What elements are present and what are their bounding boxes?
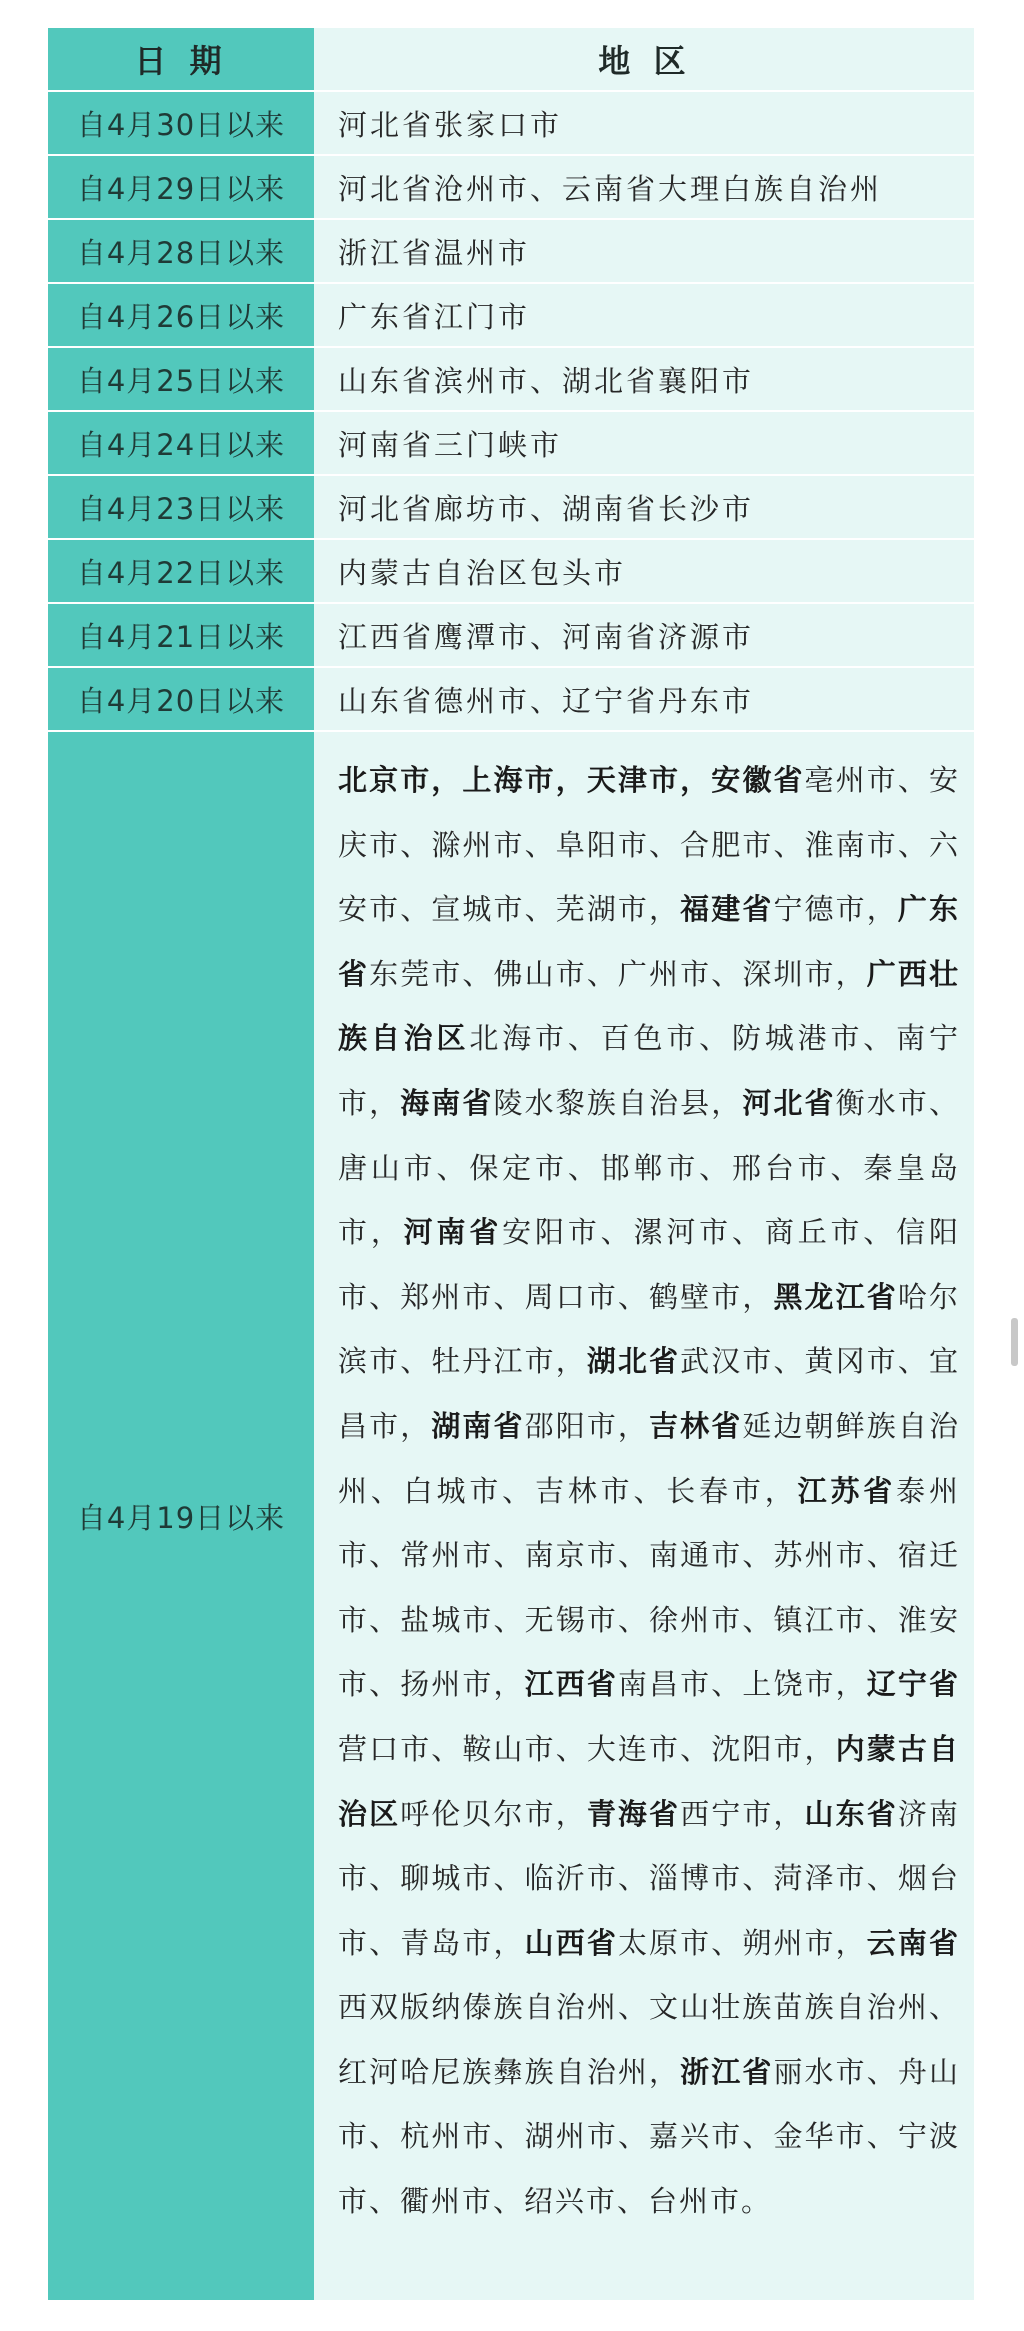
province-name: 河南省 — [403, 1215, 503, 1250]
province-name: 广西壮族自治区 — [338, 956, 960, 1056]
table-row — [48, 476, 974, 538]
scrollbar-thumb[interactable] — [1011, 1318, 1018, 1366]
city-list: 衡水市、唐山市、保定市、邯郸市、邢台市、秦皇岛市， — [338, 1085, 960, 1250]
row-region: 广东省江门市 — [316, 284, 974, 346]
city-list: 南昌市、上饶市， — [617, 1667, 867, 1702]
city-list: 陵水黎族自治县， — [493, 1085, 743, 1120]
row-date: 自4月21日以来 — [48, 604, 314, 666]
province-name: 江西省 — [524, 1667, 618, 1702]
city-list: 营口市、鞍山市、大连市、沈阳市， — [338, 1731, 836, 1766]
row-region: 河北省张家口市 — [316, 92, 974, 154]
province-name: 辽宁省 — [866, 1667, 960, 1702]
province-name: 山西省 — [524, 1925, 618, 1960]
row-date: 自4月24日以来 — [48, 412, 314, 474]
city-list: 西宁市， — [680, 1796, 805, 1831]
row-region: 河南省三门峡市 — [316, 412, 974, 474]
city-list: 西双版纳傣族自治州、文山壮族苗族自治州、红河哈尼族彝族自治州， — [338, 1990, 960, 2089]
row-divider — [48, 218, 974, 220]
city-list: 泰州市、常州市、南京市、南通市、苏州市、宿迁市、盐城市、无锡市、徐州市、镇江市、淮安市、扬州市， — [338, 1473, 960, 1702]
city-list: 北海市、百色市、防城港市、南宁市， — [338, 1021, 960, 1120]
table-row — [48, 412, 974, 474]
table-row — [48, 540, 974, 602]
table-header — [48, 28, 974, 90]
row-date: 自4月28日以来 — [48, 220, 314, 282]
province-name: 黑龙江省 — [773, 1279, 898, 1314]
row-divider — [48, 730, 974, 732]
table-row — [48, 220, 974, 282]
row-date: 自4月30日以来 — [48, 92, 314, 154]
row-region: 浙江省温州市 — [316, 220, 974, 282]
city-list: 济南市、聊城市、临沂市、淄博市、菏泽市、烟台市、青岛市， — [338, 1796, 960, 1960]
province-name: 吉林省 — [649, 1408, 743, 1443]
province-name: 江苏省 — [797, 1473, 897, 1508]
province-name: 湖南省 — [431, 1408, 525, 1443]
table-row — [48, 284, 974, 346]
city-list: 安阳市、漯河市、商丘市、信阳市、郑州市、周口市、鹤壁市， — [338, 1215, 960, 1314]
province-name: 云南省 — [866, 1925, 960, 1960]
city-list: 延边朝鲜族自治州、白城市、吉林市、长春市， — [338, 1408, 960, 1508]
province-name: 安徽省 — [711, 763, 805, 797]
row-date: 自4月25日以来 — [48, 348, 314, 410]
row-date: 自4月26日以来 — [48, 284, 314, 346]
row-date: 自4月29日以来 — [48, 156, 314, 218]
row-divider — [48, 90, 974, 92]
city-list: 宁德市， — [773, 892, 898, 927]
row-region: 江西省鹰潭市、河南省济源市 — [316, 604, 974, 666]
province-name: 河北省 — [742, 1085, 836, 1120]
table-row — [48, 668, 974, 730]
row-divider — [48, 282, 974, 284]
city-list: 哈尔滨市、牡丹江市， — [338, 1279, 960, 1379]
row-divider — [48, 346, 974, 348]
province-name: 湖北省 — [586, 1344, 681, 1379]
row-region: 河北省沧州市、云南省大理白族自治州 — [316, 156, 974, 218]
table-row — [48, 92, 974, 154]
row-region: 河北省廊坊市、湖南省长沙市 — [316, 476, 974, 538]
city-list: 邵阳市， — [524, 1408, 650, 1443]
province-name: 山东省 — [804, 1796, 898, 1831]
row-divider — [48, 154, 974, 156]
row-region-list — [316, 732, 974, 2300]
table-row — [48, 156, 974, 218]
province-name: 青海省 — [586, 1796, 681, 1831]
header-region: 地 区 — [316, 28, 974, 90]
row-divider — [48, 410, 974, 412]
province-name: 内蒙古自治区 — [338, 1731, 960, 1831]
row-date: 自4月22日以来 — [48, 540, 314, 602]
province-name: 海南省 — [400, 1085, 494, 1120]
row-divider — [48, 538, 974, 540]
province-name: 浙江省 — [680, 2054, 774, 2089]
table-row-last — [48, 732, 974, 2300]
header-date: 日 期 — [48, 28, 314, 90]
province-name: 广东省 — [338, 892, 960, 991]
province-name: 福建省 — [680, 892, 774, 927]
row-region: 山东省滨州市、湖北省襄阳市 — [316, 348, 974, 410]
city-list: 东莞市、佛山市、广州市、深圳市， — [369, 956, 867, 991]
row-date: 自4月20日以来 — [48, 668, 314, 730]
row-region: 山东省德州市、辽宁省丹东市 — [316, 668, 974, 730]
row-region: 内蒙古自治区包头市 — [316, 540, 974, 602]
row-divider — [48, 602, 974, 604]
province-name: 北京市，上海市，天津市， — [338, 763, 712, 797]
region-table — [48, 28, 974, 2300]
row-date: 自4月19日以来 — [48, 732, 314, 2300]
row-divider — [48, 666, 974, 668]
table-row — [48, 348, 974, 410]
row-date: 自4月23日以来 — [48, 476, 314, 538]
table-row — [48, 604, 974, 666]
row-divider — [48, 474, 974, 476]
city-list: 丽水市、舟山市、杭州市、湖州市、嘉兴市、金华市、宁波市、衢州市、绍兴市、台州市。 — [338, 2054, 960, 2219]
city-list: 武汉市、黄冈市、宜昌市， — [338, 1344, 960, 1443]
city-list: 太原市、朔州市， — [617, 1925, 867, 1960]
city-list: 呼伦贝尔市， — [400, 1796, 587, 1831]
city-list: 亳州市、安庆市、滁州市、阜阳市、合肥市、淮南市、六安市、宣城市、芜湖市， — [338, 763, 960, 927]
